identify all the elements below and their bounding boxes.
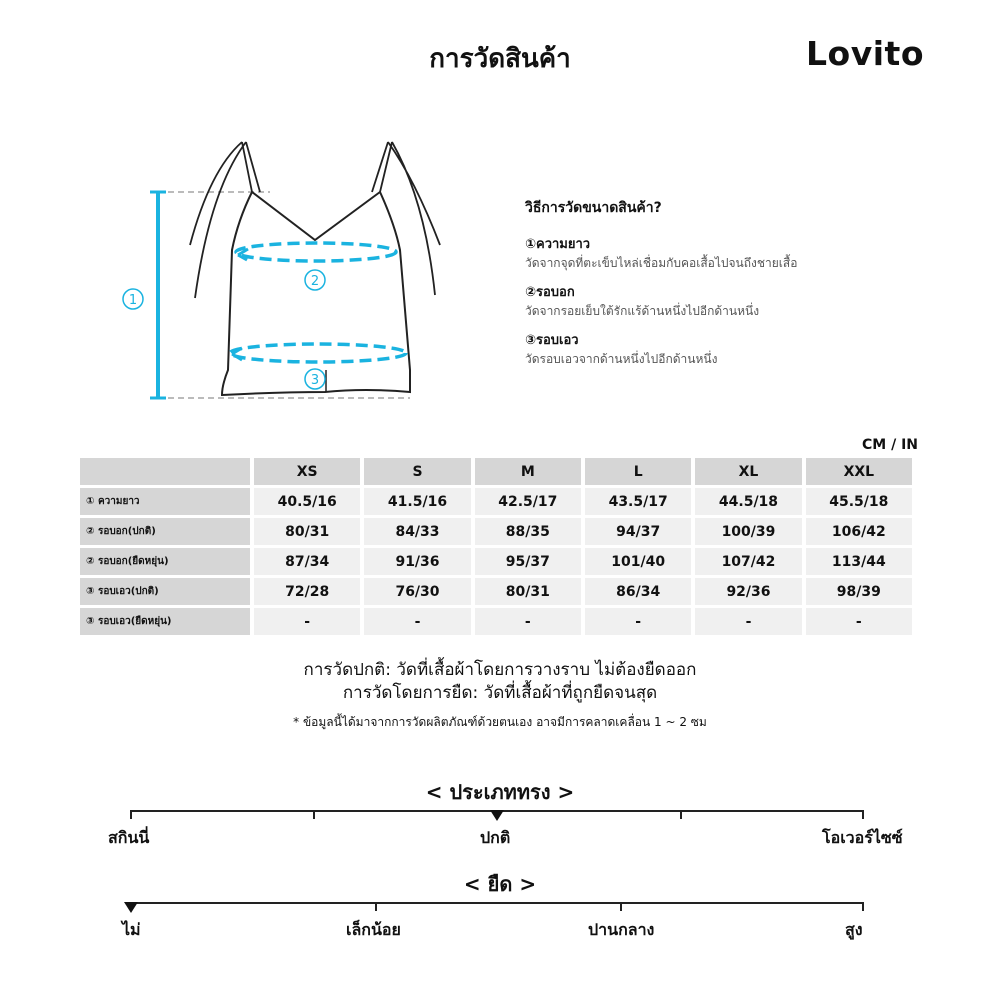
row-label: ③ รอบเอว(ยืดหยุ่น) <box>80 608 250 635</box>
row-label: ③ รอบเอว(ปกติ) <box>80 578 250 605</box>
table-cell: 44.5/18 <box>695 488 801 515</box>
stretch-label-slight: เล็กน้อย <box>346 920 401 939</box>
table-cell: 45.5/18 <box>806 488 912 515</box>
guide-length-desc: วัดจากจุดที่ตะเข็บไหล่เชื่อมกับคอเสื้อไปจนถึงชายเสื้อ <box>525 256 798 270</box>
table-cell: 40.5/16 <box>254 488 360 515</box>
table-cell: 98/39 <box>806 578 912 605</box>
guide-title: วิธีการวัดขนาดสินค้า? <box>525 200 662 216</box>
stretch-label-none: ไม่ <box>122 920 141 939</box>
table-cell: 91/36 <box>364 548 470 575</box>
table-cell: 41.5/16 <box>364 488 470 515</box>
table-cell: - <box>475 608 581 635</box>
measurement-notes <box>0 659 1000 732</box>
table-cell: 106/42 <box>806 518 912 545</box>
note-disclaimer: * ข้อมูลนี้ได้มาจากการวัดผลิตภัณฑ์ด้วยตนเอง อาจมีการคลาดเคลื่อน 1 ~ 2 ซม <box>293 715 707 729</box>
table-cell: - <box>695 608 801 635</box>
guide-bust-name: ②รอบอก <box>525 285 575 300</box>
fit-tick <box>313 810 315 819</box>
table-row <box>80 488 912 515</box>
table-cell: - <box>585 608 691 635</box>
note-stretch: การวัดโดยการยืด: วัดที่เสื้อผ้าที่ถูกยืดจนสุด <box>342 683 658 703</box>
right-strap <box>372 142 392 192</box>
stretch-scale-title: < ยืด > <box>463 872 537 896</box>
table-cell: 101/40 <box>585 548 691 575</box>
page-title: การวัดสินค้า <box>429 44 571 74</box>
size-header: L <box>585 458 691 485</box>
left-strap <box>242 142 260 192</box>
guide-waist-desc: วัดรอบเอวจากด้านหนึ่งไปอีกด้านหนึ่ง <box>525 352 718 366</box>
size-header: XXL <box>806 458 912 485</box>
size-table <box>76 455 916 638</box>
size-header: M <box>475 458 581 485</box>
table-cell: 88/35 <box>475 518 581 545</box>
size-header: XS <box>254 458 360 485</box>
stretch-label-high: สูง <box>845 920 863 939</box>
table-row <box>80 608 912 635</box>
fit-label-oversize: โอเวอร์ไซซ์ <box>822 828 903 847</box>
table-cell: 76/30 <box>364 578 470 605</box>
header-corner <box>80 458 250 485</box>
note-normal: การวัดปกติ: วัดที่เสื้อผ้าโดยการวางราบ ไม่ต้องยืดออก <box>303 660 697 680</box>
fit-tick <box>862 810 864 819</box>
table-cell: - <box>254 608 360 635</box>
fit-label-regular: ปกติ <box>480 828 511 847</box>
stretch-scale-line <box>130 902 864 904</box>
stretch-tick <box>620 902 622 911</box>
fit-scale-title: < ประเภททรง > <box>425 780 575 804</box>
size-header: S <box>364 458 470 485</box>
guide-length-name: ①ความยาว <box>525 237 591 252</box>
fit-label-skinny: สกินนี่ <box>108 828 150 847</box>
size-header-row <box>80 458 912 485</box>
table-cell: 92/36 <box>695 578 801 605</box>
marker-1-label: 1 <box>128 293 138 308</box>
table-row <box>80 578 912 605</box>
measurement-guide <box>525 197 945 377</box>
row-label: ① ความยาว <box>80 488 250 515</box>
size-header: XL <box>695 458 801 485</box>
guide-bust-desc: วัดจากรอยเย็บใต้รักแร้ด้านหนึ่งไปอีกด้านหนึ่ง <box>525 304 760 318</box>
row-label: ② รอบอก(ยืดหยุ่น) <box>80 548 250 575</box>
fit-tick <box>680 810 682 819</box>
table-cell: 94/37 <box>585 518 691 545</box>
table-cell: 87/34 <box>254 548 360 575</box>
table-cell: 95/37 <box>475 548 581 575</box>
table-row <box>80 548 912 575</box>
stretch-tick <box>862 902 864 911</box>
fit-tick <box>130 810 132 819</box>
table-cell: 86/34 <box>585 578 691 605</box>
table-cell: 80/31 <box>254 518 360 545</box>
unit-label: CM / IN <box>862 437 918 453</box>
row-label: ② รอบอก(ปกติ) <box>80 518 250 545</box>
garment-body <box>222 192 410 395</box>
table-cell: - <box>806 608 912 635</box>
marker-2-label: 2 <box>310 274 320 289</box>
garment-diagram <box>110 130 470 420</box>
table-cell: - <box>364 608 470 635</box>
table-cell: 80/31 <box>475 578 581 605</box>
stretch-label-medium: ปานกลาง <box>588 920 655 939</box>
table-cell: 100/39 <box>695 518 801 545</box>
fit-selected-marker <box>490 810 504 821</box>
stretch-selected-marker <box>124 902 138 913</box>
marker-3-label: 3 <box>310 373 320 388</box>
table-cell: 113/44 <box>806 548 912 575</box>
table-row <box>80 518 912 545</box>
guide-waist-name: ③รอบเอว <box>525 333 579 348</box>
table-cell: 107/42 <box>695 548 801 575</box>
table-cell: 43.5/17 <box>585 488 691 515</box>
table-cell: 84/33 <box>364 518 470 545</box>
stretch-tick <box>375 902 377 911</box>
brand-logo: Lovito <box>806 34 924 73</box>
table-cell: 42.5/17 <box>475 488 581 515</box>
table-cell: 72/28 <box>254 578 360 605</box>
